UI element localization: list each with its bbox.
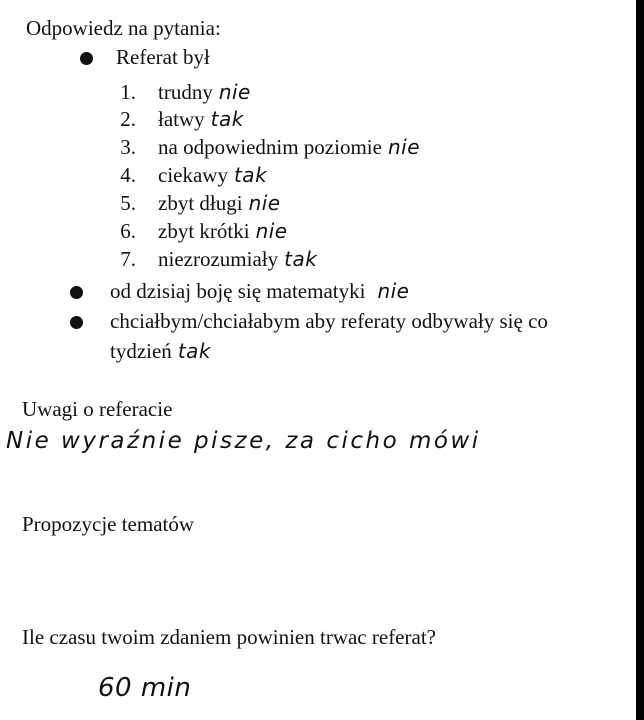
bullet-label: od dzisiaj boję się matematyki: [110, 279, 366, 303]
duration-label: Ile czasu twoim zdaniem powinien trwac referat?: [22, 625, 436, 649]
bullet-icon: [70, 316, 83, 329]
item-label: łatwy: [158, 107, 205, 131]
list-item: [158, 80, 251, 104]
item-label: ciekawy: [158, 163, 228, 187]
list-item: [158, 247, 317, 271]
handwritten-answer: nie: [387, 135, 421, 159]
item-number: 3.: [120, 135, 136, 159]
handwritten-answer: nie: [218, 80, 251, 104]
bullet-icon: [70, 286, 83, 299]
list-item: [158, 107, 244, 131]
handwritten-answer: tak: [233, 163, 268, 187]
handwritten-answer: nie: [255, 219, 288, 243]
bullet-matematyka: [110, 279, 409, 303]
item-label: na odpowiednim poziomie: [158, 135, 382, 159]
list-item: [158, 135, 420, 159]
remarks-answer: Nie wyraźnie pisze, za cicho mówi: [6, 428, 481, 454]
handwritten-answer: nie: [248, 191, 281, 215]
item-label: trudny: [158, 80, 213, 104]
bullet-referaty-line1: chciałbym/chciałabym aby referaty odbywały się co: [110, 309, 548, 333]
scan-edge: [636, 0, 644, 720]
item-label: zbyt długi: [158, 191, 243, 215]
item-number: 4.: [120, 163, 136, 187]
handwritten-answer: tak: [210, 107, 244, 131]
item-number: 2.: [120, 107, 136, 131]
handwritten-answer: tak: [177, 339, 211, 363]
heading: Odpowiedz na pytania:: [26, 16, 221, 40]
topics-label: Propozycje tematów: [22, 512, 195, 536]
bullet-icon: [80, 52, 93, 65]
bullet-referat: Referat był: [116, 45, 210, 69]
item-number: 5.: [120, 191, 136, 215]
item-label: zbyt krótki: [158, 219, 250, 243]
list-item: [158, 191, 281, 215]
handwritten-answer: nie: [377, 279, 410, 303]
item-number: 1.: [120, 80, 136, 104]
bullet-label: tydzień: [110, 339, 172, 363]
item-number: 7.: [120, 247, 136, 271]
item-number: 6.: [120, 219, 136, 243]
bullet-referaty-line2: [110, 339, 211, 363]
list-item: [158, 163, 267, 187]
handwritten-answer: tak: [284, 247, 318, 271]
remarks-label: Uwagi o referacie: [22, 397, 173, 421]
list-item: [158, 219, 288, 243]
duration-answer: 60 min: [98, 673, 192, 703]
item-label: niezrozumiały: [158, 247, 279, 271]
